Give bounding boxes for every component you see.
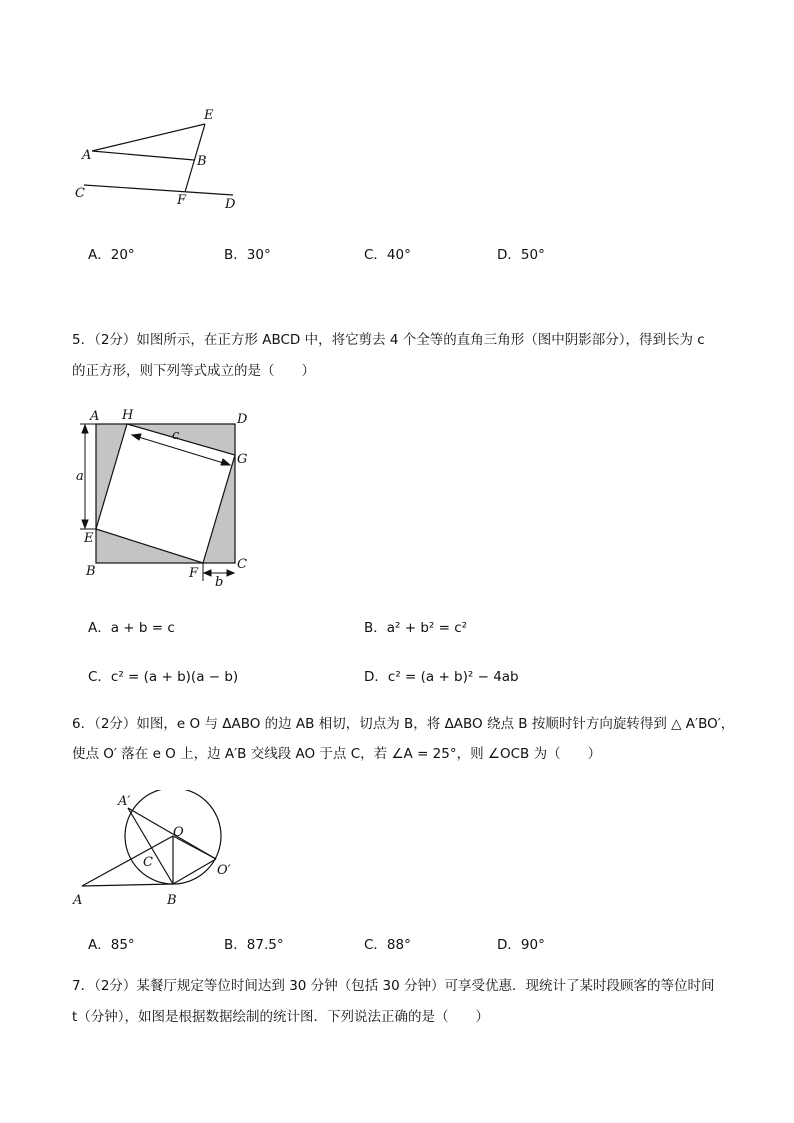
- label-A: A: [73, 893, 83, 908]
- label-F: F: [189, 566, 199, 581]
- segment-BO': [173, 859, 216, 884]
- label-B: B: [197, 154, 207, 169]
- q4-option-b[interactable]: B．30°: [224, 247, 271, 263]
- segment-AB: [82, 884, 173, 886]
- label-C: C: [237, 557, 247, 572]
- q5-stem-line1: 5．（2分）如图所示，在正方形 ABCD 中，将它剪去 4 个全等的直角三角形（图中阴影部分），得到长为 c: [72, 332, 705, 348]
- label-C: C: [143, 855, 153, 870]
- q6-option-c[interactable]: C．88°: [364, 937, 411, 953]
- label-B: B: [86, 564, 96, 579]
- q7-stem-line1: 7．（2分）某餐厅规定等位时间达到 30 分钟（包括 30 分钟）可享受优惠．现统计了某时段顾客的等位时间: [72, 978, 715, 994]
- segment-AE: [92, 124, 205, 151]
- q4-option-c[interactable]: C．40°: [364, 247, 411, 263]
- label-D: D: [225, 197, 236, 212]
- q6-option-a[interactable]: A．85°: [88, 937, 135, 953]
- label-a: a: [76, 469, 84, 484]
- label-G: G: [237, 452, 248, 467]
- segment-AB: [92, 151, 194, 160]
- label-A: A: [82, 148, 92, 163]
- q5-figure: [72, 405, 262, 590]
- q5-stem-line2: 的正方形，则下列等式成立的是（ ）: [72, 363, 315, 379]
- label-c: c: [172, 428, 180, 443]
- q5-option-d[interactable]: D．c² = (a + b)² − 4ab: [364, 669, 519, 685]
- q6-option-d[interactable]: D．90°: [497, 937, 545, 953]
- label-C: C: [75, 186, 85, 201]
- q6-stem-line2: 使点 O′ 落在 e O 上，边 A′B 交线段 AO 于点 C，若 ∠A = 25°，则 ∠OCB 为（ ）: [72, 746, 602, 762]
- line-CD: [84, 185, 233, 195]
- label-A': A′: [118, 794, 131, 809]
- q4-option-d[interactable]: D．50°: [497, 247, 545, 263]
- q6-option-b[interactable]: B．87.5°: [224, 937, 284, 953]
- segment-A'B: [128, 808, 173, 884]
- label-E: E: [204, 108, 214, 123]
- label-b: b: [215, 575, 224, 590]
- q4-option-a[interactable]: A．20°: [88, 247, 135, 263]
- q5-option-b[interactable]: B．a² + b² = c²: [364, 620, 468, 636]
- q6-figure: [65, 790, 245, 910]
- label-O: O: [173, 825, 184, 840]
- label-E: E: [84, 531, 94, 546]
- q4-figure: [70, 100, 260, 215]
- q5-option-a[interactable]: A．a + b = c: [88, 620, 175, 636]
- label-O': O′: [217, 863, 231, 878]
- q6-stem-line1: 6．（2分）如图，e O 与 ΔABO 的边 AB 相切，切点为 B，将 ΔABO 绕点 B 按顺时针方向旋转得到 △ A′BO′，: [72, 716, 735, 732]
- q7-stem-line2: t（分钟），如图是根据数据绘制的统计图．下列说法正确的是（ ）: [72, 1009, 490, 1025]
- label-F: F: [177, 193, 187, 208]
- q5-option-c[interactable]: C．c² = (a + b)(a − b): [88, 669, 239, 685]
- label-D: D: [237, 412, 248, 427]
- label-B: B: [167, 893, 177, 908]
- label-A: A: [90, 409, 100, 424]
- label-H: H: [122, 408, 134, 423]
